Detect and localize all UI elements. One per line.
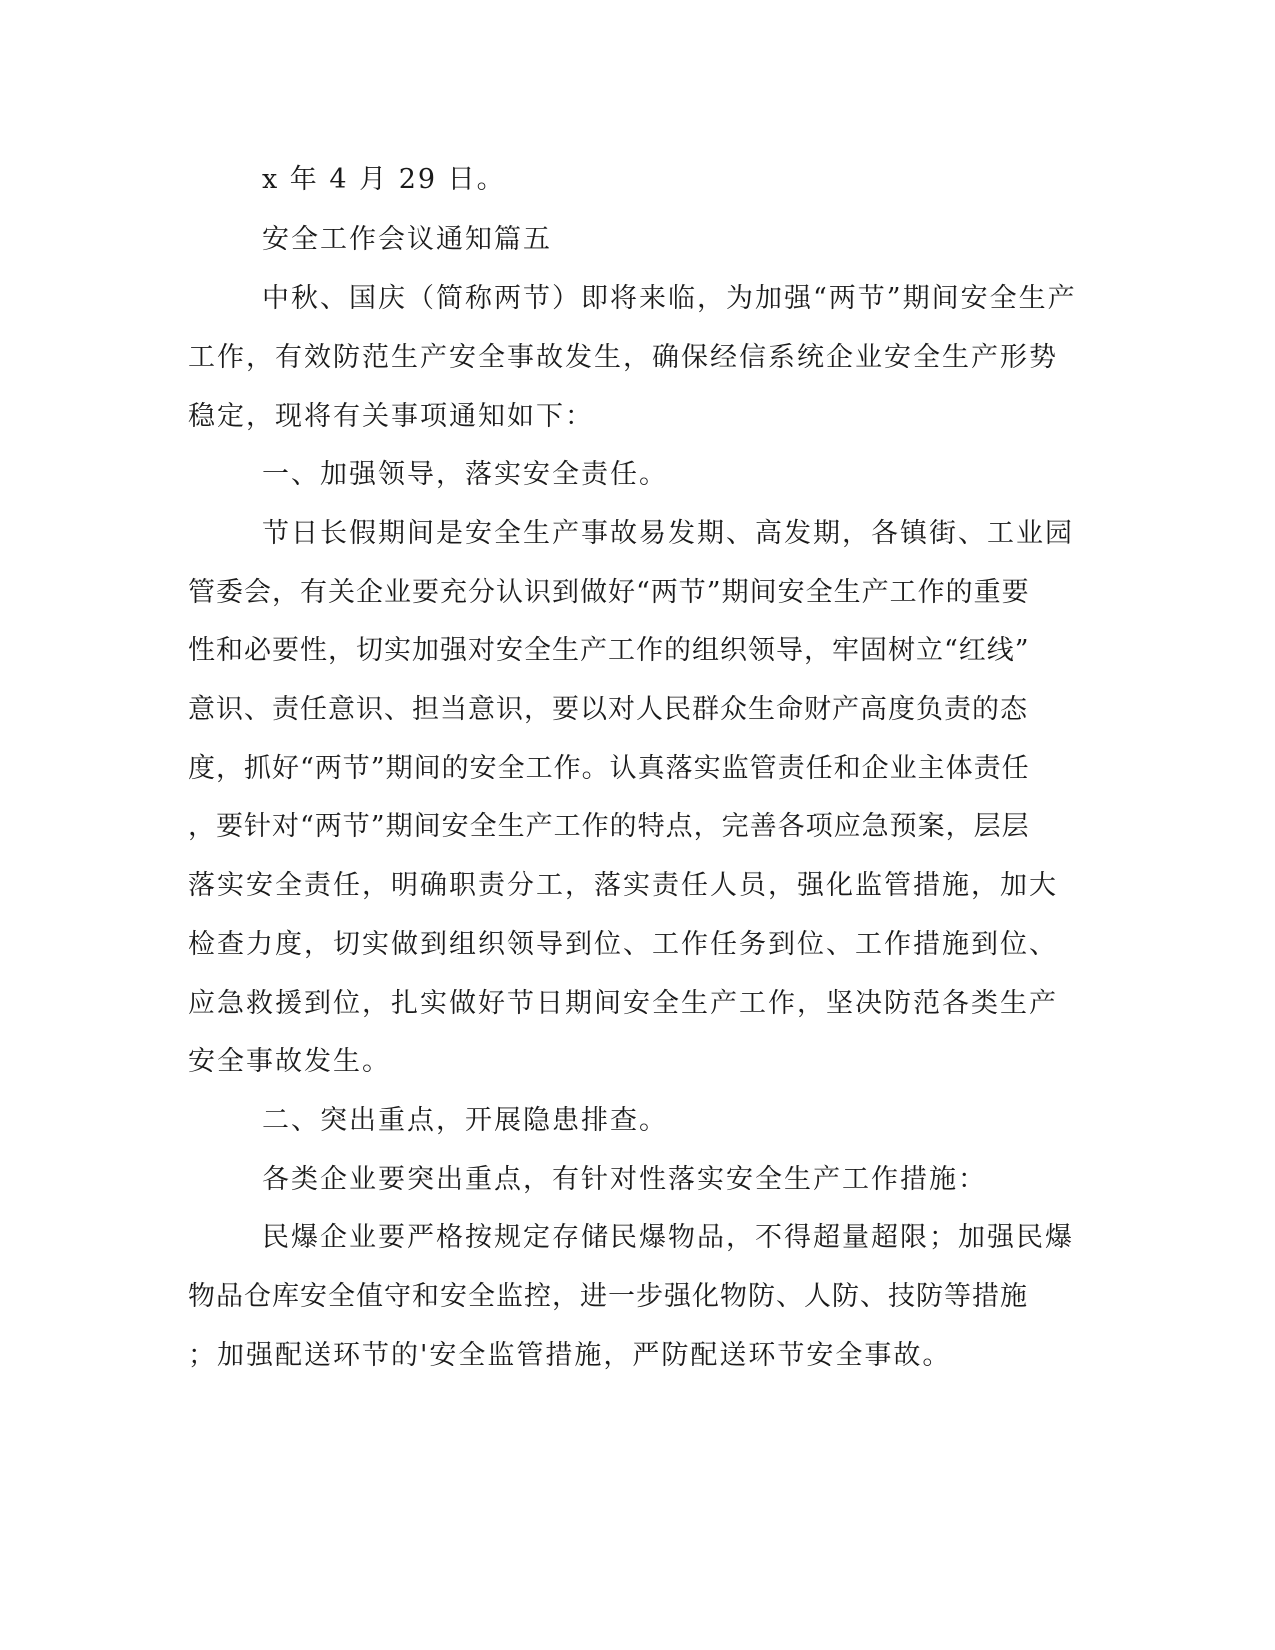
paragraph-line: ；加强配送环节的'安全监管措施，严防配送环节安全事故。 xyxy=(188,1340,952,1371)
date-line: x 年 4 月 29 日。 xyxy=(262,164,506,195)
paragraph-line: 应急救援到位，扎实做好节日期间安全生产工作，坚决防范各类生产 xyxy=(188,988,1058,1019)
heading-line: 一、加强领导，落实安全责任。 xyxy=(262,459,668,490)
paragraph-line: 管委会，有关企业要充分认识到做好“两节”期间安全生产工作的重要 xyxy=(188,577,1030,608)
paragraph-line: 安全事故发生。 xyxy=(188,1046,391,1077)
heading-line: 二、突出重点，开展隐患排查。 xyxy=(262,1105,668,1136)
paragraph-line: 工作，有效防范生产安全事故发生，确保经信系统企业安全生产形势 xyxy=(188,342,1058,373)
paragraph-line: 各类企业要突出重点，有针对性落实安全生产工作措施： xyxy=(262,1164,987,1195)
paragraph-line: 稳定，现将有关事项通知如下： xyxy=(188,401,594,432)
paragraph-line: 性和必要性，切实加强对安全生产工作的组织领导，牢固树立“红线” xyxy=(188,635,1030,666)
paragraph-line: 度，抓好“两节”期间的安全工作。认真落实监管责任和企业主体责任 xyxy=(188,753,1030,784)
paragraph-line: 中秋、国庆（简称两节）即将来临，为加强“两节”期间安全生产 xyxy=(262,283,1077,314)
paragraph-line: ，要针对“两节”期间安全生产工作的特点，完善各项应急预案，层层 xyxy=(188,811,1030,842)
paragraph-line: 检查力度，切实做到组织领导到位、工作任务到位、工作措施到位、 xyxy=(188,929,1058,960)
paragraph-line: 民爆企业要严格按规定存储民爆物品，不得超量超限；加强民爆 xyxy=(262,1222,1074,1253)
paragraph-line: 节日长假期间是安全生产事故易发期、高发期，各镇街、工业园 xyxy=(262,518,1074,549)
section-title: 安全工作会议通知篇五 xyxy=(262,224,552,255)
paragraph-line: 落实安全责任，明确职责分工，落实责任人员，强化监管措施，加大 xyxy=(188,870,1058,901)
paragraph-line: 意识、责任意识、担当意识，要以对人民群众生命财产高度负责的态 xyxy=(188,694,1028,725)
paragraph-line: 物品仓库安全值守和安全监控，进一步强化物防、人防、技防等措施 xyxy=(188,1281,1028,1312)
